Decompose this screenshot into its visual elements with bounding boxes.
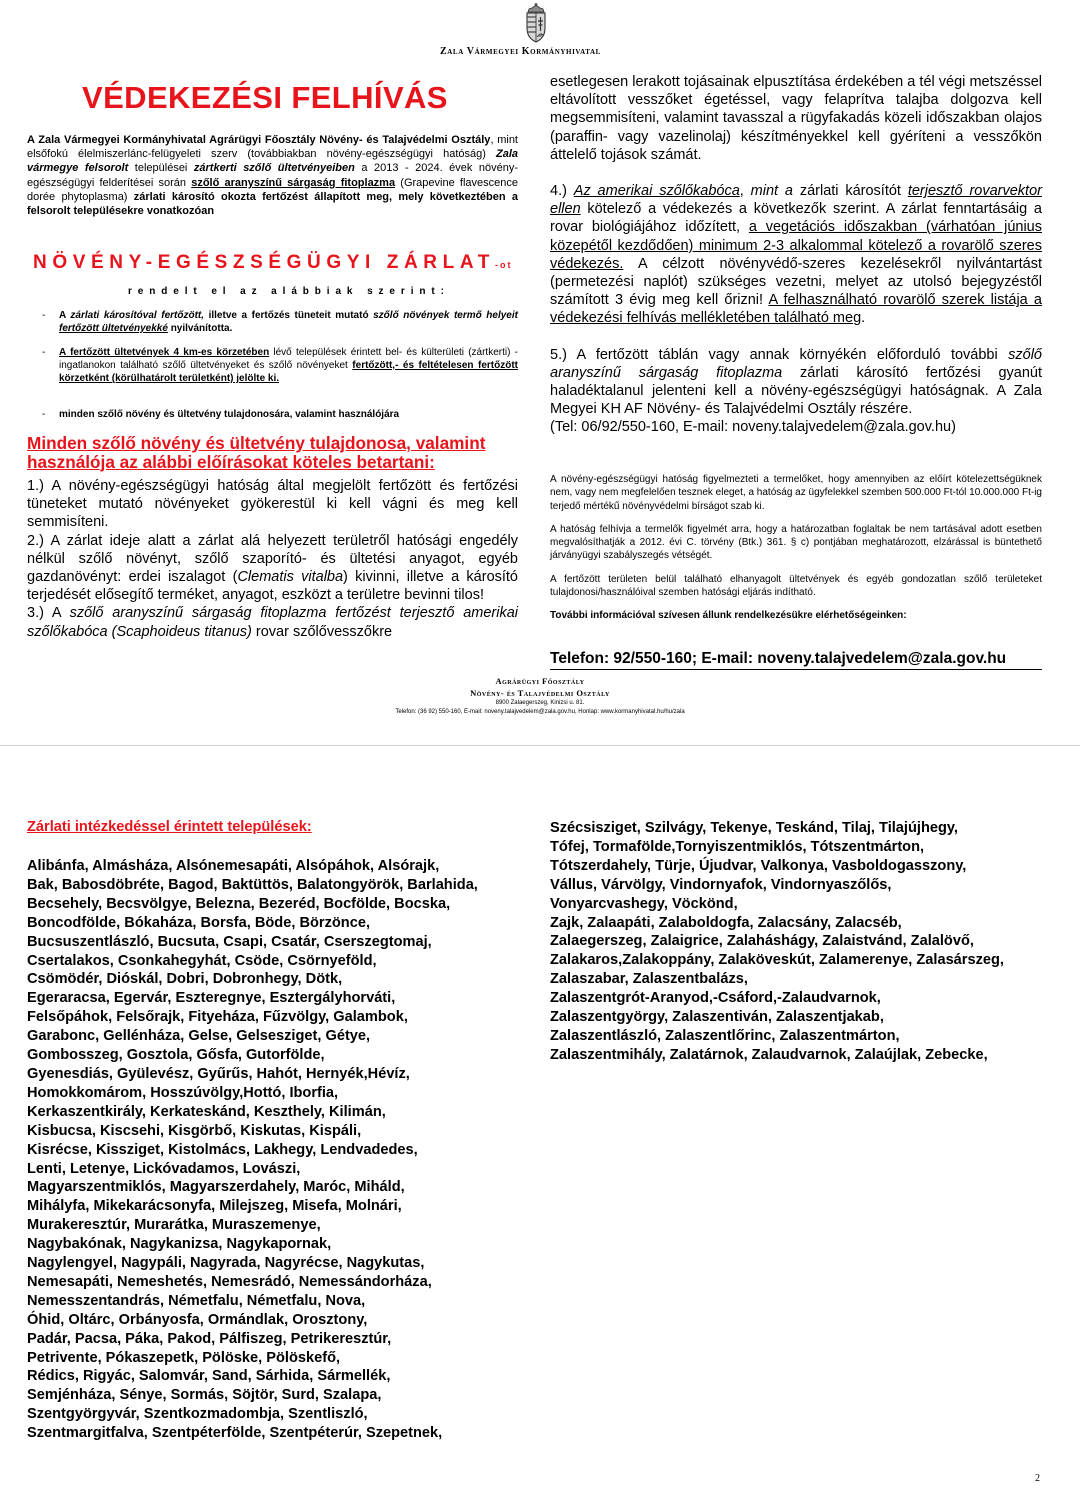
- settlements-list-right: [550, 819, 1004, 1065]
- list-item: Semjénháza, Sénye, Sormás, Söjtör, Surd, Szalapa,: [27, 1387, 382, 1404]
- intro-infection: zárlati károsító okozta fertőzést: [133, 190, 308, 203]
- notice-info: További információval szívesen állunk rendelkezésükre elérhetőségeinken:: [550, 610, 907, 622]
- intro-text: állapított meg, mely következtében a felsorolt településekre vonatkozóan: [27, 190, 518, 218]
- list-item: Padár, Pacsa, Páka, Pakod, Pálfiszeg, Petrikeresztúr,: [27, 1330, 392, 1347]
- list-item: Zajk, Zalaapáti, Zalaboldogfa, Zalacsány, Zalacséb,: [550, 914, 902, 931]
- rules-left-column: [27, 477, 518, 641]
- list-item: Csömödér, Dióskál, Dobri, Dobronhegy, Dötk,: [27, 971, 343, 988]
- list-item: Zalaszabar, Zalaszentbalázs,: [550, 971, 748, 988]
- rule-italic: Az amerikai szőlőkabóca: [573, 183, 740, 200]
- rule-text: A célzott növényvédő-szeres kezelésekről nyilvántartást (permetezési naplót) szükséges vezetni, melyet az utolsó bejegyzéstől számított 3 évig meg kell őrizni!: [550, 255, 1042, 309]
- footer-address: 8900 Zalaegerszeg, Kinizsi u. 81.: [495, 700, 585, 706]
- intro-county: Zala vármegye felsorolt: [27, 148, 518, 175]
- settlements-heading: Zárlati intézkedéssel érintett települések:: [27, 819, 312, 835]
- rule-text: 3.) A: [27, 605, 70, 622]
- rule-3-continued: esetlegesen lerakott tojásainak elpusztítása érdekében a tél végi metszéssel eltávolított vesszőket égetéssel, vagy felaprítva talajba dolgozva kell megsemmisíteni, valamint tavasszal a rügyfakadás közeli időszakban olajos (paraffin- vagy vazelinolaj) készítményekkel kell gyéríteni a vesszőkön áttelelő tojások számát.: [550, 74, 1042, 163]
- intro-agency: A Zala Vármegyei Kormányhivatal Agrárügyi Főosztály Növény- és Talajvédelmi Osztály: [27, 134, 491, 146]
- list-item: Gyenesdiás, Gyülevész, Gyűrűs, Hahót, Hernyék,Hévíz,: [27, 1065, 410, 1082]
- intro-latin: (Grapevine flavescence dorée phytoplasma): [27, 176, 518, 203]
- rule-3: [27, 604, 518, 640]
- list-item: Rédics, Rigyác, Salomvár, Sand, Sárhida, Sármellék,: [27, 1368, 391, 1385]
- list-item: Murakeresztúr, Murarátka, Muraszemenye,: [27, 1217, 321, 1234]
- footer-contacts: Telefon: (36 92) 550-160, E-mail: noveny.talajvedelem@zala.gov.hu, Honlap: www.kormanyhivatal.hu/hu/zala: [395, 709, 685, 715]
- rule-5: [550, 346, 1042, 437]
- hungarian-coat-of-arms-icon: [523, 3, 549, 43]
- intro-paragraph: [27, 133, 518, 218]
- bullet-item: [42, 346, 519, 385]
- bullet-text: A fertőzött ültetvények 4 km-es körzetében: [59, 347, 270, 358]
- list-item: Petrivente, Pókaszepetk, Pölöske, Pölöskefő,: [27, 1349, 341, 1366]
- list-item: Kerkaszentkirály, Kerkateskánd, Keszthely, Kilimán,: [27, 1103, 386, 1120]
- list-item: Zalaegerszeg, Zalaigrice, Zalaháshágy, Zalaistvánd, Zalalövő,: [550, 933, 974, 950]
- quarantine-heading-main: NÖVÉNY-EGÉSZSÉGÜGYI ZÁRLAT: [33, 252, 495, 273]
- bullet-text: A: [59, 310, 71, 321]
- list-item: Vállus, Várvölgy, Vindornyafok, Vindornyaszőlős,: [550, 876, 892, 893]
- rule-text: zárlati károsítót: [792, 183, 908, 200]
- rule-contact: (Tel: 06/92/550-160, E-mail: noveny.talajvedelem@zala.gov.hu): [550, 419, 956, 436]
- rule-italic: szőlő aranyszínű sárgaság fitoplazma fertőzést terjesztő amerikai szőlőkabóca (Scaphoideus titanus): [27, 605, 518, 640]
- list-item: Zalaszentgrót-Aranyod,-Csáford,-Zalaudvarnok,: [550, 990, 881, 1007]
- bullet-text: szőlő növények termő helyeit: [373, 310, 518, 321]
- rule-text: ) kivinni, illetve a károsító terjedését elősegítő terméket, anyagot, eszközt a területre bevinni tilos!: [27, 569, 519, 604]
- list-item: Zalaszentlászló, Zalaszentlőrinc, Zalaszentmárton,: [550, 1027, 900, 1044]
- ordered-subheading: rendelt el az alábbiak szerint:: [128, 286, 450, 297]
- rule-italic: szőlő aranyszínű sárgaság fitoplazma: [550, 346, 1042, 381]
- rule-text: .: [861, 310, 866, 327]
- list-item: Szécsisziget, Szilvágy, Tekenye, Teskánd, Tilaj, Tilajújhegy,: [550, 820, 958, 836]
- bullet-item: [42, 309, 518, 335]
- bullet-text: zárlati károsítóval fertőzött,: [70, 310, 205, 321]
- list-item: Csertalakos, Csonkahegyhát, Csöde, Csörnyeföld,: [27, 952, 377, 969]
- rule-text: kötelező a védekezés a következők szerint. A zárlat fenntartásáig a rovar biológiájához időzített,: [550, 201, 1042, 236]
- list-item: Zalaszentgyörgy, Zalaszentiván, Zalaszentjakab,: [550, 1009, 884, 1026]
- list-item: Nagybakónak, Nagykanizsa, Nagykapornak,: [27, 1236, 332, 1253]
- divider: [550, 669, 1042, 670]
- page-number: 2: [1035, 1473, 1040, 1484]
- page-title: VÉDEKEZÉSI FELHÍVÁS: [82, 80, 448, 115]
- rules-right-column: [550, 73, 1042, 437]
- intro-pathogen: szőlő aranyszínű sárgaság fitoplazma: [191, 176, 396, 189]
- list-item: Magyarszentmiklós, Magyarszerdahely, Maróc, Miháld,: [27, 1179, 405, 1196]
- bullet-text: nyilvánította.: [167, 323, 233, 334]
- list-item: Lenti, Letenye, Lickóvadamos, Lovászi,: [27, 1160, 301, 1177]
- rule-1: 1.) A növény-egészségügyi hatóság által megjelölt fertőzött és fertőzési tüneteket mutató növényeket gyökerestül ki kell vágni és meg kell semmisíteni.: [27, 478, 518, 531]
- rule-underlined: a vegetációs időszakban (várhatóan június közepétől kezdődően) minimum 2-3 alkalommal kötelező a rovarölő szeres védekezés.: [550, 219, 1042, 272]
- bullet-dash: -: [42, 409, 46, 420]
- rule-text: rovar szőlővesszőkre: [251, 623, 393, 640]
- rule-text: zárlati károsító fertőzési gyanút haladéktalanul jelenteni kell a növény-egészségügyi hatóságnak. A Zala Megyei KH AF Növény- és Talajvédelmi Osztály részére.: [550, 364, 1042, 418]
- list-item: Bucsuszentlászló, Bucsuta, Csapi, Csatár, Cserszegtomaj,: [27, 933, 432, 950]
- notice-criminal: A hatóság felhívja a termelők figyelmét arra, hogy a határozatban foglaltak be nem tartásával adott esetben megvalósíthatják a 2012. évi C. törvény (Btk.) 361. § c) pontjában meghatározott, elzárással is büntethető járványügyi szabályszegés vétségét.: [550, 523, 1042, 562]
- list-item: Alibánfa, Almásháza, Alsónemesapáti, Alsópáhok, Alsórajk,: [27, 858, 440, 874]
- list-item: Boncodfölde, Bókaháza, Borsfa, Böde, Börzönce,: [27, 914, 370, 931]
- obligation-warning: Minden szőlő növény és ültetvény tulajdonosa, valamint használója az alábbi előírásokat köteles betartani:: [27, 433, 486, 472]
- footer-division: Növény- és Talajvédelmi Osztály: [470, 688, 610, 698]
- intro-text: a 2013 - 2024. évek növény-egészségügyi felderítései során: [27, 162, 519, 189]
- list-item: Felsőpáhok, Felsőrajk, Fityeháza, Fűzvölgy, Galambok,: [27, 1009, 408, 1026]
- legal-notices: [550, 473, 1042, 623]
- list-item: Nemesszentandrás, Németfalu, Németfalu, Nova,: [27, 1292, 366, 1309]
- list-item: Kisrécse, Kissziget, Kistolmács, Lakhegy, Lendvadedes,: [27, 1141, 418, 1158]
- bullet-dash: -: [42, 310, 46, 321]
- list-item: Nagylengyel, Nagypáli, Nagyrada, Nagyrécse, Nagykutas,: [27, 1255, 425, 1272]
- list-item: Óhid, Oltárc, Orbányosfa, Ormándlak, Orosztony,: [27, 1311, 368, 1328]
- bullet-text: fertőzött ültetvényekké: [59, 323, 168, 334]
- bullet-text: illetve a fertőzés tüneteit mutató: [204, 310, 374, 321]
- list-item: Vonyarcvashegy, Vöckönd,: [550, 895, 738, 912]
- rule-text: 5.) A fertőzött táblán vagy annak környékén előforduló további: [550, 346, 1009, 363]
- rule-latin: Clematis vitalba: [237, 569, 344, 586]
- intro-text: települései: [128, 162, 194, 175]
- list-item: Szentmargitfalva, Szentpéterfölde, Szentpéterúr, Szepetnek,: [27, 1425, 443, 1442]
- bullet-dash: -: [42, 347, 46, 358]
- letterhead-footer: [0, 675, 1080, 717]
- list-item: Mihályfa, Mikekarácsonyfa, Milejszeg, Misefa, Molnári,: [27, 1198, 402, 1215]
- bullet-item: [42, 408, 518, 421]
- quarantine-heading-suffix: -ot: [494, 260, 513, 270]
- rule-2: [27, 532, 518, 605]
- list-item: Zalaszentmihály, Zalatárnok, Zalaudvarnok, Zalaújlak, Zebecke,: [550, 1046, 988, 1063]
- agency-name: Zala Vármegyei Kormányhivatal: [440, 46, 601, 57]
- list-item: Nemesapáti, Nemeshetés, Nemesrádó, Nemessándorháza,: [27, 1273, 432, 1290]
- quarantine-heading: [33, 252, 518, 274]
- list-item: Homokkomárom, Hosszúvölgy,Hottó, Iborfia,: [27, 1084, 339, 1101]
- rule-underlined: A felhasználható rovarölő szerek listája a védekezési felhívás mellékletében található meg: [550, 292, 1042, 327]
- page-separator: [0, 745, 1080, 746]
- rule-italic: terjesztő rovarvektor ellen: [550, 183, 1042, 218]
- list-item: Tófej, Tormafölde,Tornyiszentmiklós, Tótszentmárton,: [550, 838, 925, 855]
- contact-line: Telefon: 92/550-160; E-mail: noveny.talajvedelem@zala.gov.hu: [550, 650, 1007, 667]
- intro-vineyards: zártkerti szőlő ültetvényeiben: [193, 162, 355, 175]
- rule-italic: mint a: [750, 183, 793, 200]
- notice-procedure: A fertőzött területen belül található elhanyagolt ültetvények és egyéb gondozatlan szőlő területeket tulajdonosi/használóival szemben hatósági eljárás indítható.: [550, 573, 1042, 599]
- bullet-text: fertőzött,- és feltételesen fertőzött körzetként (körülhatárolt területként) jelölte ki.: [59, 360, 519, 384]
- list-item: Zalakaros,Zalakoppány, Zalaköveskút, Zalamerenye, Zalasárszeg,: [550, 952, 1004, 969]
- rule-text: 4.): [550, 183, 574, 200]
- bullet-text: minden szőlő növény és ültetvény tulajdonosára, valamint használójára: [59, 409, 400, 420]
- list-item: Garabonc, Gellénháza, Gelse, Gelsesziget, Gétye,: [27, 1028, 371, 1045]
- list-item: Szentgyörgyvár, Szentkozmadombja, Szentliszló,: [27, 1406, 368, 1423]
- rule-text: 2.) A zárlat ideje alatt a zárlat alá helyezett területről hatósági engedély nélkül szőlő növényt, szőlő szaporító- és ültetési anyagot, egyéb gazdanövényt: erdei iszalagot (: [27, 532, 518, 586]
- rule-text: ,: [739, 183, 751, 200]
- list-item: Kisbucsa, Kiscsehi, Kisgörbő, Kiskutas, Kispáli,: [27, 1122, 362, 1139]
- list-item: Bak, Babosdöbréte, Bagod, Baktüttös, Balatongyörök, Barlahida,: [27, 876, 478, 893]
- list-item: Becsehely, Becsvölgye, Belezna, Bezeréd, Bocfölde, Bocska,: [27, 895, 451, 912]
- settlements-list-left: [27, 857, 478, 1443]
- rule-4: [550, 182, 1042, 328]
- footer-department: Agrárügyi Főosztály: [495, 676, 585, 686]
- list-item: Gombosszeg, Gosztola, Gősfa, Gutorfölde,: [27, 1047, 325, 1064]
- list-item: Egeraracsa, Egervár, Eszteregnye, Esztergályhorváti,: [27, 990, 396, 1007]
- notice-fine: A növény-egészségügyi hatóság figyelmezteti a termelőket, hogy amennyiben az előírt kötelezettségüknek nem, vagy nem megfelelően tesznek eleget, a hatóság az ügyfelekkel szemben 500.000 Ft-tól 10.000.000 Ft-ig terjedő mértékű növényvédelmi bírságot szab ki.: [550, 474, 1042, 512]
- list-item: Tótszerdahely, Türje, Újudvar, Valkonya, Vasboldogasszony,: [550, 857, 967, 874]
- bullet-text: lévő települések érintett bel- és külterületi (zártkerti) - ingatlanokon található szőlő ültetvényeket és szőlő növényeket: [59, 347, 518, 371]
- intro-text: , mint elsőfokú élelmiszerlánc-felügyeleti szerv (továbbiakban növény-egészségügyi hatóság): [27, 134, 518, 161]
